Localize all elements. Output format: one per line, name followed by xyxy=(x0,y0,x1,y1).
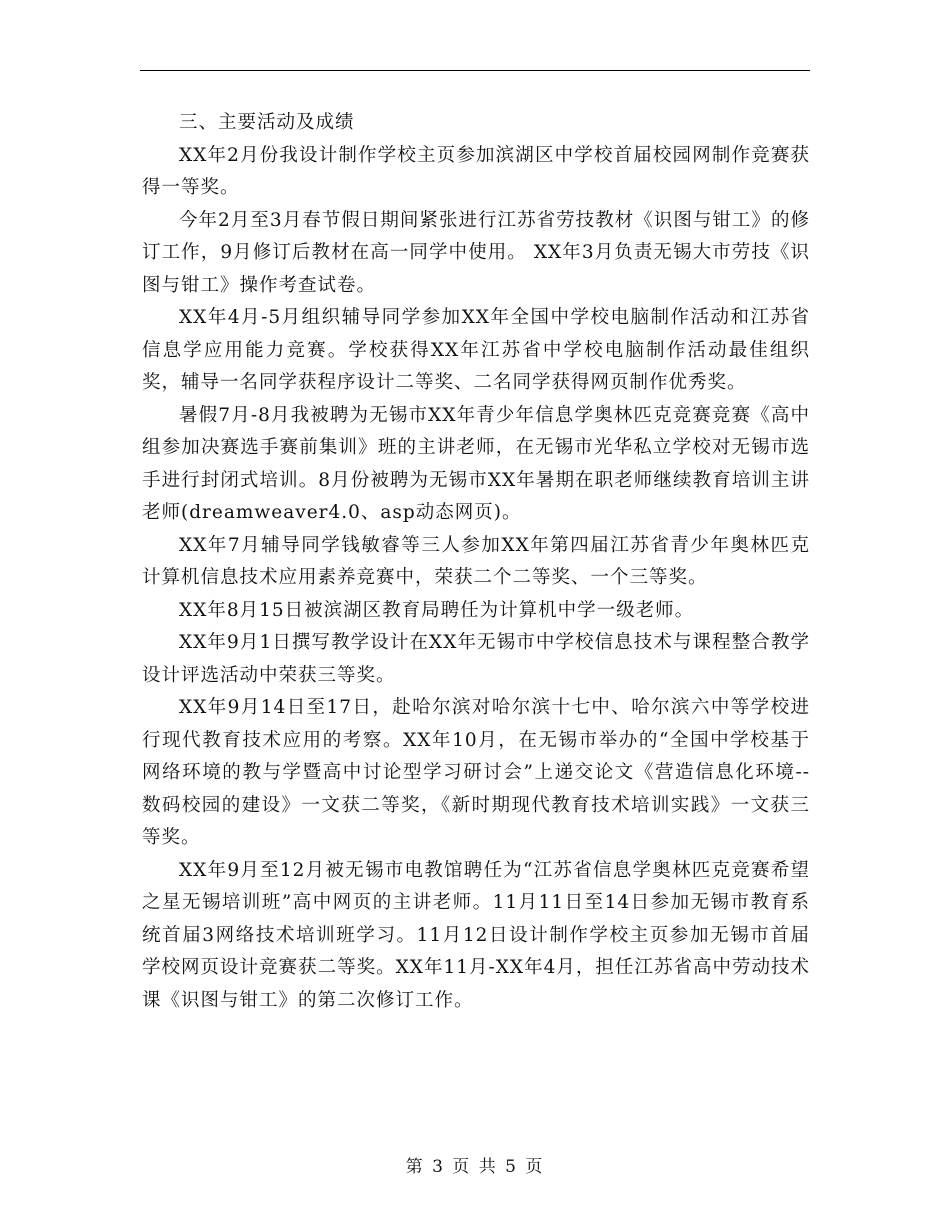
header-rule xyxy=(140,70,810,71)
section-heading: 三、主要活动及成绩 xyxy=(179,112,355,133)
paragraph: XX年2月份我设计制作学校主页参加滨湖区中学校首届校园网制作竞赛获得一等奖。 xyxy=(142,144,810,198)
document-body xyxy=(142,107,810,1017)
paragraph: XX年9月1日撰写教学设计在XX年无锡市中学校信息技术与课程整合教学设计评选活动中荣获三等奖。 xyxy=(142,632,810,686)
paragraph: XX年7月辅导同学钱敏睿等三人参加XX年第四届江苏省青少年奥林匹克计算机信息技术应用素养竞赛中，荣获二个二等奖、一个三等奖。 xyxy=(142,534,810,588)
paragraph: XX年9月至12月被无锡市电教馆聘任为“江苏省信息学奥林匹克竞赛希望之星无锡培训班”高中网页的主讲老师。11月11日至14日参加无锡市教育系统首届3网络技术培训班学习。11月12日设计制作学校主页参加无锡市首届学校网页设计竞赛获二等奖。XX年11月-XX年4月，担任江苏省高中劳动技术课《识图与钳工》的第二次修订工作。 xyxy=(142,859,810,1011)
paragraph: 今年2月至3月春节假日期间紧张进行江苏省劳技教材《识图与钳工》的修订工作，9月修订后教材在高一同学中使用。 XX年3月负责无锡大市劳技《识图与钳工》操作考查试卷。 xyxy=(142,209,810,296)
page-number-footer: 第 3 页 共 5 页 xyxy=(405,1157,545,1177)
paragraph: XX年8月15日被滨湖区教育局聘任为计算机中学一级老师。 xyxy=(179,599,695,621)
paragraph: XX年9月14日至17日，赴哈尔滨对哈尔滨十七中、哈尔滨六中等学校进行现代教育技术应用的考察。XX年10月，在无锡市举办的“全国中学校基于网络环境的教与学暨高中讨论型学习研讨会”上递交论文《营造信息化环境--数码校园的建设》一文获二等奖，《新时期现代教育技术培训实践》一文获三等奖。 xyxy=(142,697,810,848)
paragraph: 暑假7月-8月我被聘为无锡市XX年青少年信息学奥林匹克竞赛竞赛《高中组参加决赛选手赛前集训》班的主讲老师，在无锡市光华私立学校对无锡市选手进行封闭式培训。8月份被聘为无锡市XX年暑期在职老师继续教育培训主讲老师(dreamweaver4.0、asp动态网页)。 xyxy=(142,404,810,523)
paragraph: XX年4月-5月组织辅导同学参加XX年全国中学校电脑制作活动和江苏省信息学应用能力竞赛。学校获得XX年江苏省中学校电脑制作活动最佳组织奖，辅导一名同学获程序设计二等奖、二名同学获得网页制作优秀奖。 xyxy=(142,307,810,393)
